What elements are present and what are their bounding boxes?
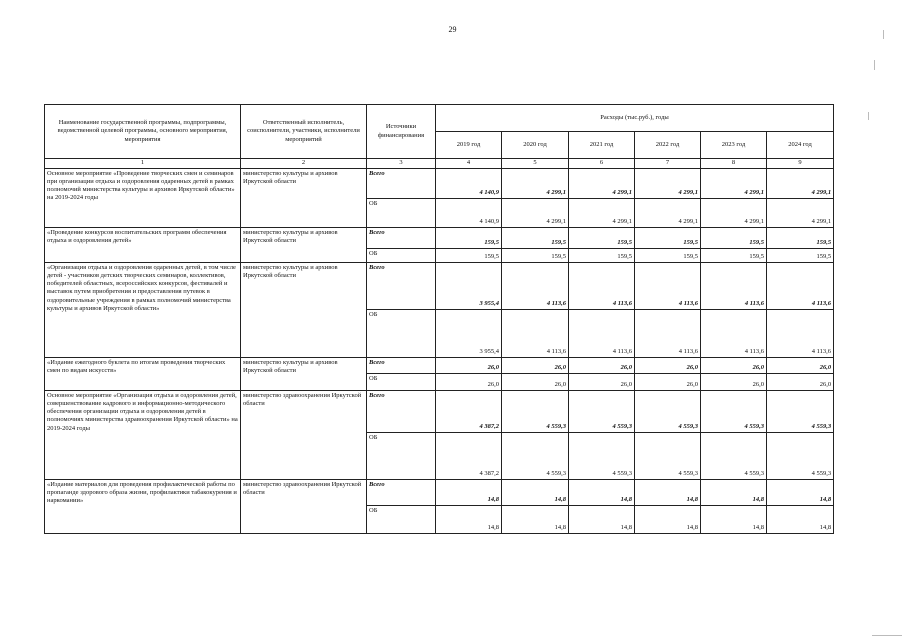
total-value: 4 299,1 <box>569 169 635 199</box>
header-year: 2024 год <box>767 132 834 159</box>
ob-value: 4 299,1 <box>767 199 834 228</box>
row-total <box>45 263 834 310</box>
ob-value: 4 559,3 <box>502 433 569 480</box>
scan-mark <box>874 60 875 70</box>
expenses-table <box>44 104 834 534</box>
ob-value: 4 113,6 <box>701 310 767 358</box>
ob-value: 4 559,3 <box>569 433 635 480</box>
total-value: 14,8 <box>569 480 635 506</box>
ob-value: 159,5 <box>767 249 834 263</box>
ob-value: 14,8 <box>502 506 569 534</box>
source-label: ОБ <box>367 433 436 480</box>
total-value: 4 387,2 <box>436 391 502 433</box>
total-value: 14,8 <box>502 480 569 506</box>
row-total <box>45 228 834 249</box>
header-year: 2019 год <box>436 132 502 159</box>
source-label: Всего <box>367 228 436 249</box>
total-value: 26,0 <box>436 358 502 374</box>
total-value: 26,0 <box>502 358 569 374</box>
total-value: 159,5 <box>502 228 569 249</box>
source-label: Всего <box>367 169 436 199</box>
scan-mark <box>872 635 902 636</box>
ob-value: 14,8 <box>436 506 502 534</box>
column-number: 9 <box>767 159 834 169</box>
ob-value: 159,5 <box>436 249 502 263</box>
row-total <box>45 169 834 199</box>
ob-value: 14,8 <box>701 506 767 534</box>
measure-executor: министерство здравоохранения Иркутской области <box>241 480 367 534</box>
ob-value: 14,8 <box>569 506 635 534</box>
header-year: 2021 год <box>569 132 635 159</box>
column-number: 1 <box>45 159 241 169</box>
measure-name: Основное мероприятие «Организация отдыха и оздоровления детей, совершенствование кадрового и информационно-методического обеспечения организации отдыха и оздоровления детей в полномочиях министерства здравоохранения Иркутской области» на 2019-2024 годы <box>45 391 241 480</box>
total-value: 4 113,6 <box>502 263 569 310</box>
header-year: 2023 год <box>701 132 767 159</box>
source-label: ОБ <box>367 249 436 263</box>
total-value: 159,5 <box>767 228 834 249</box>
measure-executor: министерство культуры и архивов Иркутской области <box>241 169 367 228</box>
measure-name: «Проведение конкурсов воспитательских программ обеспечения отдыха и оздоровления детей» <box>45 228 241 263</box>
ob-value: 4 113,6 <box>502 310 569 358</box>
total-value: 14,8 <box>767 480 834 506</box>
total-value: 4 140,9 <box>436 169 502 199</box>
total-value: 4 559,3 <box>635 391 701 433</box>
total-value: 159,5 <box>635 228 701 249</box>
ob-value: 159,5 <box>502 249 569 263</box>
ob-value: 4 113,6 <box>767 310 834 358</box>
ob-value: 4 559,3 <box>701 433 767 480</box>
total-value: 14,8 <box>701 480 767 506</box>
ob-value: 4 559,3 <box>767 433 834 480</box>
total-value: 3 955,4 <box>436 263 502 310</box>
row-total <box>45 391 834 433</box>
column-number: 3 <box>367 159 436 169</box>
ob-value: 3 955,4 <box>436 310 502 358</box>
ob-value: 26,0 <box>701 374 767 391</box>
column-number: 4 <box>436 159 502 169</box>
total-value: 4 559,3 <box>767 391 834 433</box>
measure-name: «Организация отдыха и оздоровления одаренных детей, в том числе детей - участников детских творческих семинаров, коллективов, победителей областных, всероссийских конкурсов, фестивалей и выставок путем приобретения и предоставления путевок в оздоровительные учреждения в рамках полномочий министерства культуры и архивов Иркутской области» <box>45 263 241 358</box>
total-value: 14,8 <box>436 480 502 506</box>
source-label: ОБ <box>367 199 436 228</box>
total-value: 4 299,1 <box>767 169 834 199</box>
ob-value: 4 387,2 <box>436 433 502 480</box>
total-value: 26,0 <box>701 358 767 374</box>
ob-value: 159,5 <box>635 249 701 263</box>
ob-value: 4 299,1 <box>502 199 569 228</box>
ob-value: 14,8 <box>635 506 701 534</box>
measure-name: «Издание материалов для проведения профилактической работы по пропаганде здорового образа жизни, профилактики табакокурения и наркомании» <box>45 480 241 534</box>
total-value: 26,0 <box>767 358 834 374</box>
header-year: 2022 год <box>635 132 701 159</box>
measure-executor: министерство культуры и архивов Иркутской области <box>241 228 367 263</box>
total-value: 4 559,3 <box>502 391 569 433</box>
total-value: 159,5 <box>701 228 767 249</box>
ob-value: 4 559,3 <box>635 433 701 480</box>
measure-name: «Издание ежегодного буклета по итогам проведения творческих смен по видам искусств» <box>45 358 241 391</box>
measure-executor: министерство культуры и архивов Иркутской области <box>241 263 367 358</box>
scan-mark <box>883 30 884 39</box>
ob-value: 26,0 <box>502 374 569 391</box>
header-expenses: Расходы (тыс.руб.), годы <box>436 105 834 132</box>
measure-name: Основное мероприятие «Проведение творческих смен и семинаров при организации отдыха и оздоровления одаренных детей в рамках полномочий министерства культуры и архивов Иркутской области» на 2019-2024 годы <box>45 169 241 228</box>
source-label: ОБ <box>367 310 436 358</box>
source-label: ОБ <box>367 374 436 391</box>
total-value: 26,0 <box>569 358 635 374</box>
ob-value: 4 113,6 <box>635 310 701 358</box>
row-total <box>45 480 834 506</box>
ob-value: 159,5 <box>701 249 767 263</box>
column-number: 6 <box>569 159 635 169</box>
total-value: 4 299,1 <box>701 169 767 199</box>
total-value: 14,8 <box>635 480 701 506</box>
header-name: Наименование государственной программы, подпрограммы, ведомственной целевой программы, основного мероприятия, мероприятия <box>45 105 241 159</box>
header-executor: Ответственный исполнитель, соисполнители, участники, исполнители мероприятий <box>241 105 367 159</box>
ob-value: 14,8 <box>767 506 834 534</box>
total-value: 4 113,6 <box>701 263 767 310</box>
total-value: 26,0 <box>635 358 701 374</box>
source-label: Всего <box>367 480 436 506</box>
ob-value: 4 140,9 <box>436 199 502 228</box>
ob-value: 26,0 <box>635 374 701 391</box>
total-value: 4 113,6 <box>635 263 701 310</box>
ob-value: 4 113,6 <box>569 310 635 358</box>
column-number: 7 <box>635 159 701 169</box>
total-value: 4 299,1 <box>502 169 569 199</box>
total-value: 4 113,6 <box>569 263 635 310</box>
column-number: 5 <box>502 159 569 169</box>
total-value: 4 299,1 <box>635 169 701 199</box>
measure-executor: министерство культуры и архивов Иркутской области <box>241 358 367 391</box>
column-number: 2 <box>241 159 367 169</box>
ob-value: 159,5 <box>569 249 635 263</box>
source-label: Всего <box>367 358 436 374</box>
ob-value: 4 299,1 <box>569 199 635 228</box>
source-label: Всего <box>367 391 436 433</box>
total-value: 4 113,6 <box>767 263 834 310</box>
ob-value: 26,0 <box>436 374 502 391</box>
ob-value: 4 299,1 <box>635 199 701 228</box>
ob-value: 26,0 <box>767 374 834 391</box>
ob-value: 4 299,1 <box>701 199 767 228</box>
total-value: 4 559,3 <box>701 391 767 433</box>
measure-executor: министерство здравоохранения Иркутской области <box>241 391 367 480</box>
source-label: Всего <box>367 263 436 310</box>
ob-value: 26,0 <box>569 374 635 391</box>
total-value: 159,5 <box>569 228 635 249</box>
total-value: 4 559,3 <box>569 391 635 433</box>
page-number: 29 <box>448 25 457 34</box>
column-number: 8 <box>701 159 767 169</box>
header-source: Источники финансирования <box>367 105 436 159</box>
row-total <box>45 358 834 374</box>
header-year: 2020 год <box>502 132 569 159</box>
scan-mark <box>868 112 869 120</box>
source-label: ОБ <box>367 506 436 534</box>
total-value: 159,5 <box>436 228 502 249</box>
